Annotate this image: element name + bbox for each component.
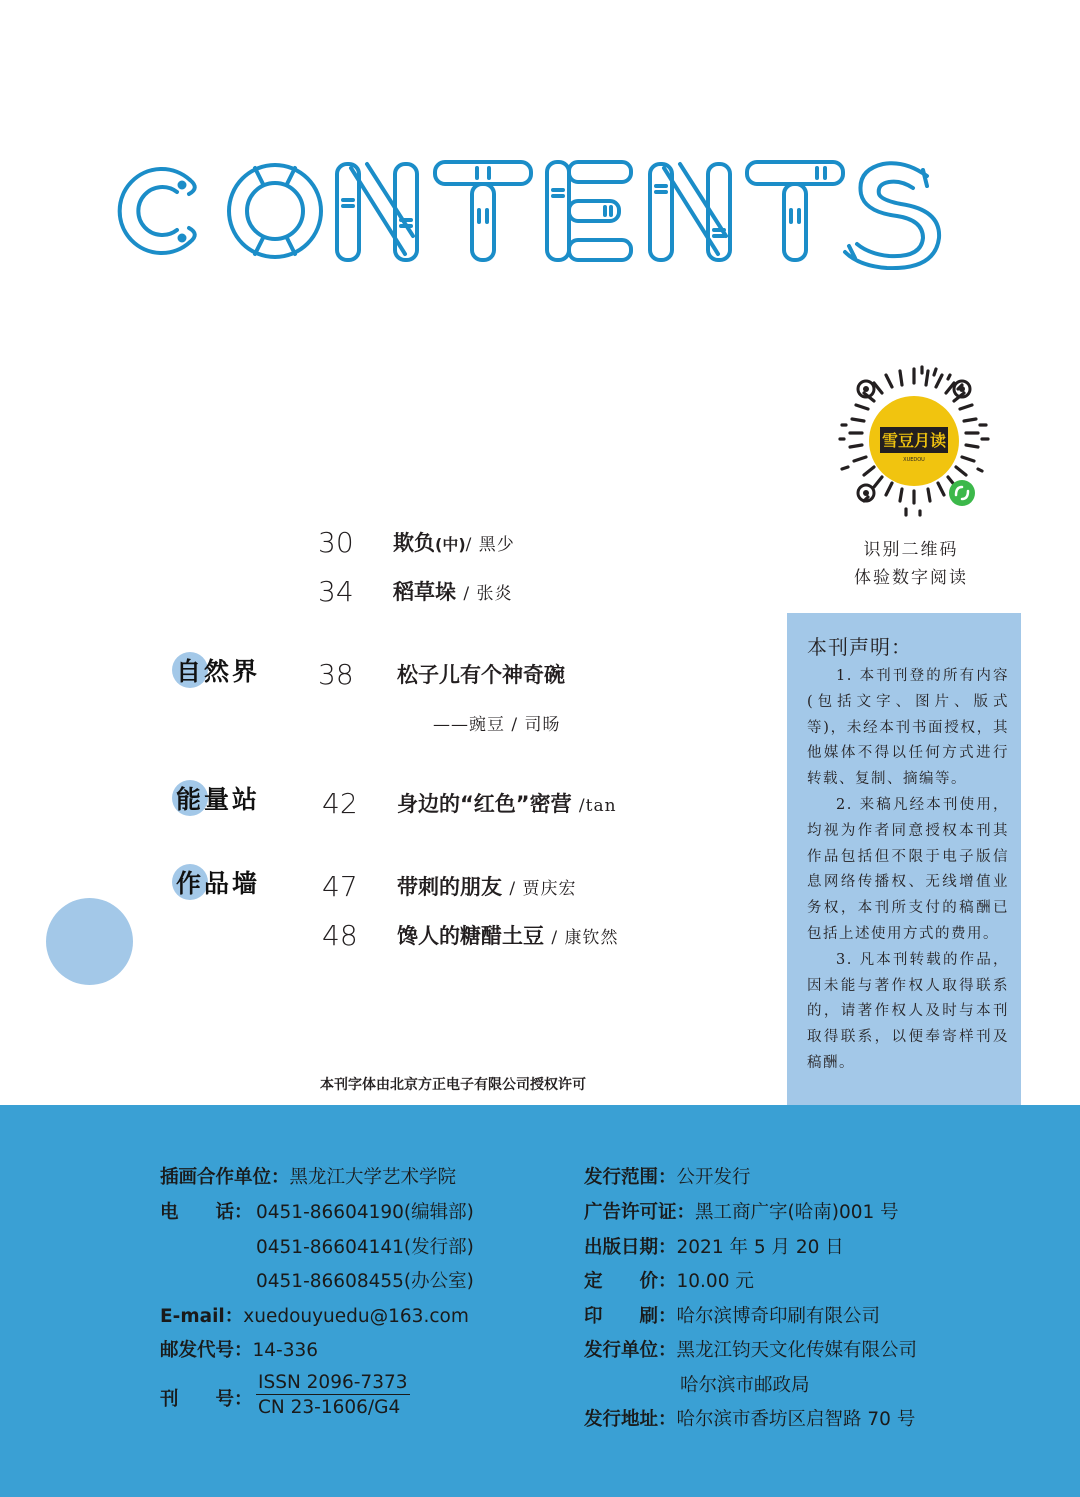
contents-title-art — [105, 150, 955, 270]
colophon-label: 印 刷： — [584, 1306, 677, 1327]
notice-paragraph: 1. 本刊刊登的所有内容(包括文字、图片、版式等)，未经本刊书面授权，其他媒体不得以任何方式进行转载、复制、摘编等。 — [807, 668, 1009, 788]
section-label-nature — [172, 650, 260, 690]
toc-title — [393, 576, 512, 606]
colophon-value: 14-336 — [252, 1340, 319, 1361]
toc-title — [397, 920, 618, 950]
colophon-label: E-mail： — [160, 1306, 244, 1327]
colophon-label: 刊 号： — [160, 1389, 253, 1410]
notice-paragraph: 2. 来稿凡经本刊使用，均视为作者同意授权本刊其作品包括但不限于电子版信息网络传播权、无线增值业务权，本刊所支付的稿酬已包括上述使用方式的费用。 — [807, 796, 1009, 942]
colophon-illustration — [160, 1163, 456, 1189]
toc-title — [397, 871, 576, 901]
decorative-circle — [46, 898, 133, 985]
toc-title-text: 欺负 — [393, 531, 435, 555]
colophon-label: 发行单位： — [584, 1340, 677, 1361]
toc-title-text: 松子儿有个神奇碗 — [397, 663, 565, 687]
colophon-label: 广告许可证： — [584, 1202, 696, 1223]
colophon-postcode — [160, 1336, 318, 1362]
toc-author: / 康钦然 — [551, 928, 619, 948]
colophon-label: 发行地址： — [584, 1409, 677, 1430]
qr-badge-sub: XUEDOU — [903, 457, 925, 463]
toc-page-number: 38 — [318, 657, 354, 691]
qr-caption — [836, 536, 986, 592]
toc-title-text: 馋人的糖醋土豆 — [397, 924, 544, 948]
colophon-address — [584, 1405, 915, 1431]
colophon-value: 哈尔滨博奇印刷有限公司 — [676, 1306, 881, 1327]
cn-number: CN 23-1606/G4 — [258, 1397, 401, 1418]
toc-page-number: 34 — [318, 574, 354, 608]
colophon-label: 邮发代号： — [160, 1340, 253, 1361]
colophon-issn-block — [256, 1372, 410, 1418]
colophon-date — [584, 1233, 844, 1259]
colophon-value: 黑龙江大学艺术学院 — [289, 1167, 457, 1188]
toc-title-text: 稻草垛 — [393, 580, 456, 604]
colophon-label: 发行范围： — [584, 1167, 677, 1188]
colophon-phone — [160, 1198, 253, 1224]
colophon-publisher-2: 哈尔滨市邮政局 — [680, 1375, 810, 1396]
colophon-scope — [584, 1163, 751, 1189]
colophon-value: 10.00 元 — [676, 1271, 754, 1292]
colophon-value: 黑工商广字(哈南)001 号 — [695, 1202, 899, 1223]
colophon-email — [160, 1302, 469, 1328]
letter-c — [120, 169, 195, 253]
section-label-text: 作品墙 — [176, 869, 261, 898]
toc-title-text: 带刺的朋友 — [397, 875, 502, 899]
toc-title-text: 身边的“红色”密营 — [397, 792, 572, 816]
colophon-ad-license — [584, 1198, 899, 1224]
toc-page-number: 30 — [318, 525, 354, 559]
qr-badge-text: 雪豆月读 — [881, 431, 947, 450]
section-label-energy — [172, 778, 260, 818]
section-label-text: 自然界 — [176, 657, 261, 686]
qr-caption-line2: 体验数字阅读 — [854, 568, 968, 588]
notice-box — [787, 613, 1021, 1105]
qr-code[interactable] — [838, 365, 990, 517]
colophon-label: 出版日期： — [584, 1237, 677, 1258]
colophon-phone-1: 0451-86604190(编辑部) — [256, 1202, 474, 1223]
toc-author: /tan — [578, 796, 617, 816]
colophon-label: 插画合作单位： — [160, 1167, 290, 1188]
toc-author: / 贾庆宏 — [509, 879, 577, 899]
issn-number: ISSN 2096-7373 — [258, 1372, 408, 1393]
section-label-works — [172, 862, 260, 902]
colophon-phone-3: 0451-86608455(办公室) — [256, 1271, 474, 1292]
email-link[interactable]: xuedouyuedu@163.com — [243, 1306, 469, 1327]
colophon-value: 黑龙江钧天文化传媒有限公司 — [676, 1340, 918, 1361]
toc-author: ——豌豆 / 司旸 — [433, 715, 561, 735]
colophon-publisher — [584, 1336, 917, 1362]
colophon-value: 哈尔滨市香坊区启智路 70 号 — [676, 1409, 916, 1430]
toc-author: / 张炎 — [463, 584, 513, 604]
colophon-printer — [584, 1302, 880, 1328]
colophon-label: 电 话： — [160, 1202, 253, 1223]
section-label-text: 能量站 — [176, 785, 261, 814]
toc-page-number: 47 — [322, 869, 358, 903]
notice-title: 本刊声明： — [807, 635, 912, 659]
toc-page-number: 48 — [322, 918, 358, 952]
toc-title — [397, 788, 617, 818]
colophon-issue — [160, 1385, 253, 1411]
qr-caption-line1: 识别二维码 — [863, 540, 959, 560]
toc-author: / 黑少 — [465, 535, 515, 555]
toc-title — [393, 527, 515, 557]
colophon-value: 公开发行 — [676, 1167, 751, 1188]
colophon-phone-2: 0451-86604141(发行部) — [256, 1237, 474, 1258]
toc-page-number: 42 — [322, 786, 358, 820]
toc-title-suffix: (中) — [435, 535, 466, 554]
colophon-value: 2021 年 5 月 20 日 — [676, 1237, 844, 1258]
colophon-price — [584, 1267, 754, 1293]
notice-paragraph: 3. 凡本刊转载的作品，因未能与著作权人取得联系的，请著作权人及时与本刊取得联系，以便奉寄样刊及稿酬。 — [807, 951, 1009, 1071]
font-license-note: 本刊字体由北京方正电子有限公司授权许可 — [320, 1077, 586, 1093]
colophon-label: 定 价： — [584, 1271, 677, 1292]
